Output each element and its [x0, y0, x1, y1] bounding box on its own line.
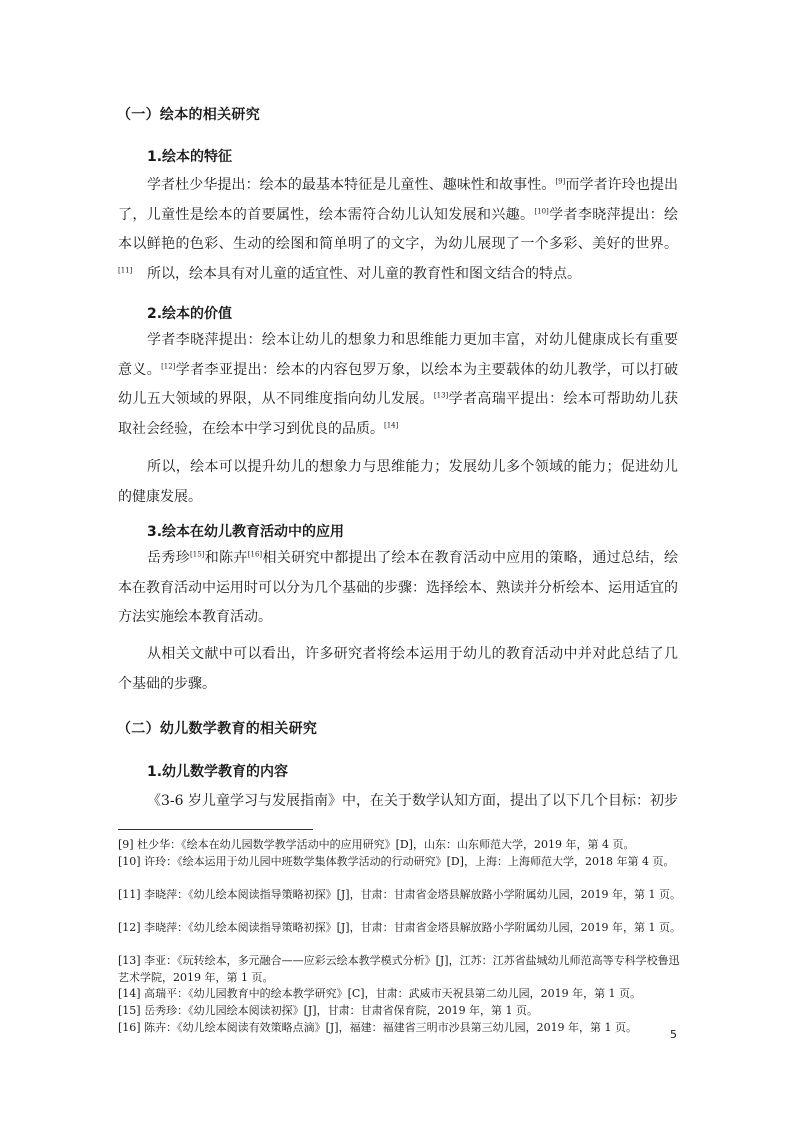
paragraph-features-2: 所以，绘本具有对儿童的适宜性、对儿童的教育性和图文结合的特点。 — [147, 266, 581, 282]
paragraph-text-run: 学者李亚提出：绘本的内容包罗万象，以绘本为主要载体的幼儿教学，可以打破幼儿五大领域的界限，从不同维度指向幼儿发展。 — [118, 361, 679, 407]
citation-ref: [9] — [555, 177, 566, 186]
paragraph-application-1 — [118, 544, 678, 633]
subheading-math-content: 1.幼儿数学教育的内容 — [147, 764, 289, 780]
paragraph-text-run: 而学者许玲也提出了，儿童性是绘本的首要属性，绘本需符合幼儿认知发展和兴趣。 — [118, 177, 679, 223]
citation-ref: [14] — [384, 420, 399, 429]
citation-ref: [10] — [534, 206, 549, 215]
footnote-10: [10] 许玲：《绘本运用于幼儿园中班数学集体教学活动的行动研究》[D]，上海：上海师范大学，2018 年第 4 页。 — [118, 855, 675, 868]
citation-ref: [16] — [247, 550, 263, 559]
page-number: 5 — [670, 1028, 677, 1041]
citation-ref: [13] — [433, 391, 449, 400]
footnote-13: [13] 李亚：《玩转绘本，多元融合——应彩云绘本教学模式分析》[J]，江苏：江苏省盐城幼儿师范高等专科学校鲁迅艺术学院，2019 年，第 1 页。 — [118, 954, 680, 984]
subheading-value: 2.绘本的价值 — [147, 306, 233, 322]
footnote-separator — [118, 829, 313, 830]
paragraph-value-2: 所以，绘本可以提升幼儿的想象力与思维能力；发展幼儿多个领域的能力；促进幼儿的健康发展。 — [118, 459, 678, 505]
citation-ref: [15] — [190, 550, 205, 559]
paragraph-text-run: 学者杜少华提出：绘本的最基本特征是儿童性、趣味性和故事性。 — [147, 177, 556, 193]
footnote-9: [9] 杜少华：《绘本在幼儿园数学教学活动中的应用研究》[D]，山东：山东师范大学，2019 年，第 4 页。 — [118, 838, 635, 851]
paragraph-text-run: 和陈卉 — [204, 550, 248, 566]
paragraph-text-run: 学者高瑞平提出：绘本可帮助幼儿获取社会经验，在绘本中学习到优良的品质。 — [118, 391, 679, 437]
subheading-application: 3.绘本在幼儿教育活动中的应用 — [147, 524, 345, 540]
section-heading-math-education: （二）幼儿数学教育的相关研究 — [117, 721, 318, 737]
section-heading-picture-book-research: （一）绘本的相关研究 — [117, 107, 260, 123]
paragraph-application-2: 从相关文献中可以看出，许多研究者将绘本运用于幼儿的教育活动中并对此总结了几个基础的步骤。 — [118, 646, 678, 692]
subheading-features: 1.绘本的特征 — [147, 149, 233, 165]
footnote-11: [11] 李晓萍：《幼儿绘本阅读指导策略初探》[J]，甘肃：甘肃省金塔县解放路小学附属幼儿园，2019 年，第 1 页。 — [118, 888, 682, 901]
citation-ref: [12] — [161, 361, 176, 370]
paragraph-text-run: 岳秀珍 — [147, 550, 191, 566]
paragraph-value-1 — [118, 326, 678, 444]
paragraph-math-content-1: 《3-6 岁儿童学习与发展指南》中，在关于数学认知方面，提出了以下几个目标：初步 — [147, 793, 678, 809]
footnote-15: [15] 岳秀珍：《幼儿园绘本阅读初探》[J]，甘肃：甘肃省保育院，2019 年，第 1 页。 — [118, 1004, 539, 1017]
paragraph-text-run: 学者李晓萍提出：绘本以鲜艳的色彩、生动的绘图和简单明了的文字，为幼儿展现了一个多彩、美好的世界。 — [118, 206, 679, 252]
paragraph-text-run: 相关研究中都提出了绘本在教育活动中应用的策略，通过总结，绘本在教育活动中运用时可以分为几个基础的步骤：选择绘本、熟读并分析绘本、运用适宜的方法实施绘本教育活动。 — [118, 550, 679, 625]
citation-ref: [11] — [118, 265, 133, 274]
paragraph-text-run: 学者李晓萍提出：绘本让幼儿的想象力和思维能力更加丰富，对幼儿健康成长有重要意义。 — [118, 332, 678, 378]
footnote-12: [12] 李晓萍：《幼儿绘本阅读指导策略初探》[J]，甘肃：甘肃省金塔县解放路小学附属幼儿园，2019 年，第 1 页。 — [118, 921, 682, 934]
footnote-16: [16] 陈卉：《幼儿绘本阅读有效策略点滴》[J]，福建：福建省三明市沙县第三幼儿园，2019 年，第 1 页。 — [118, 1021, 638, 1034]
footnote-14: [14] 高瑞平：《幼儿园教育中的绘本教学研究》[C]，甘肃：武威市天祝县第二幼儿园，2019 年，第 1 页。 — [118, 987, 642, 1000]
